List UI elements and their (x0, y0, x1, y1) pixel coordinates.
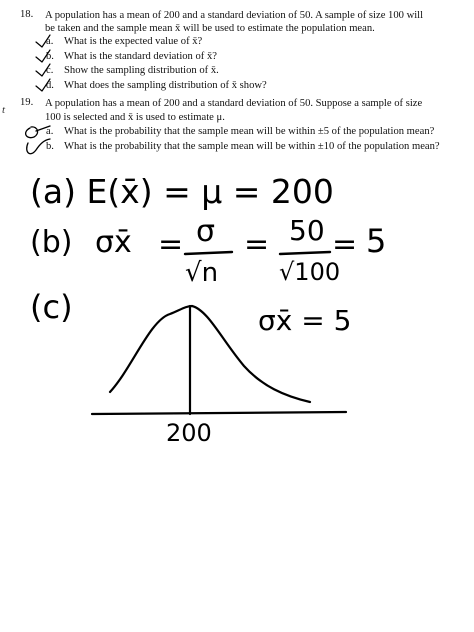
part-text: What is the probability that the sample mean will be within ±10 of the population mean? (64, 141, 440, 152)
problem-19-number: 19. (20, 97, 34, 108)
result-five: 5 (366, 222, 387, 260)
part-text: What does the sampling distribution of x̄ show? (64, 80, 267, 91)
fraction-bar-1 (185, 252, 232, 254)
equals-sign-1: = (158, 227, 184, 262)
part-letter: b. (46, 51, 54, 62)
problem-18-stem-line2: be taken and the sample mean x̄ will be used to estimate the population mean. (45, 23, 375, 34)
part-letter: b. (46, 141, 54, 152)
part-letter: a. (46, 36, 54, 47)
equals-sign-3: = (332, 227, 358, 262)
part-letter: d. (46, 80, 54, 91)
problem-18-number: 18. (20, 9, 34, 20)
part-text: What is the standard deviation of x̄? (64, 51, 217, 62)
sigma-symbol: σ (196, 214, 216, 249)
answer-part-b-label: (b) (30, 225, 73, 260)
sqrt-100: √100 (279, 258, 341, 286)
margin-mark: t (2, 104, 6, 116)
sigma-xbar-symbol: σx̄ (95, 225, 132, 260)
fifty-numerator: 50 (289, 214, 325, 247)
answer-part-a: (a) E(x̄) = μ = 200 (30, 172, 334, 211)
part-text: What is the expected value of x̄? (64, 36, 203, 47)
equals-sign-2: = (244, 227, 270, 262)
part-text: Show the sampling distribution of x̄. (64, 65, 219, 76)
part-letter: c. (46, 65, 54, 76)
part-text: What is the probability that the sample mean will be within ±5 of the population mean? (64, 126, 435, 137)
problem-19-stem-line1: A population has a mean of 200 and a standard deviation of 50. Suppose a sample of size (45, 98, 423, 109)
part-letter: a. (46, 126, 54, 137)
answer-part-c-label: (c) (30, 288, 73, 326)
problem-19-stem-line2: 100 is selected and x̄ is used to estimate μ. (45, 112, 225, 123)
axis-label-200: 200 (166, 419, 212, 447)
problem-18-stem-line1: A population has a mean of 200 and a standard deviation of 50. A sample of size 100 will (45, 10, 424, 21)
curve-sigma-note: σx̄ = 5 (258, 304, 352, 337)
fraction-bar-2 (280, 252, 330, 254)
sqrt-n: √n (185, 258, 219, 288)
